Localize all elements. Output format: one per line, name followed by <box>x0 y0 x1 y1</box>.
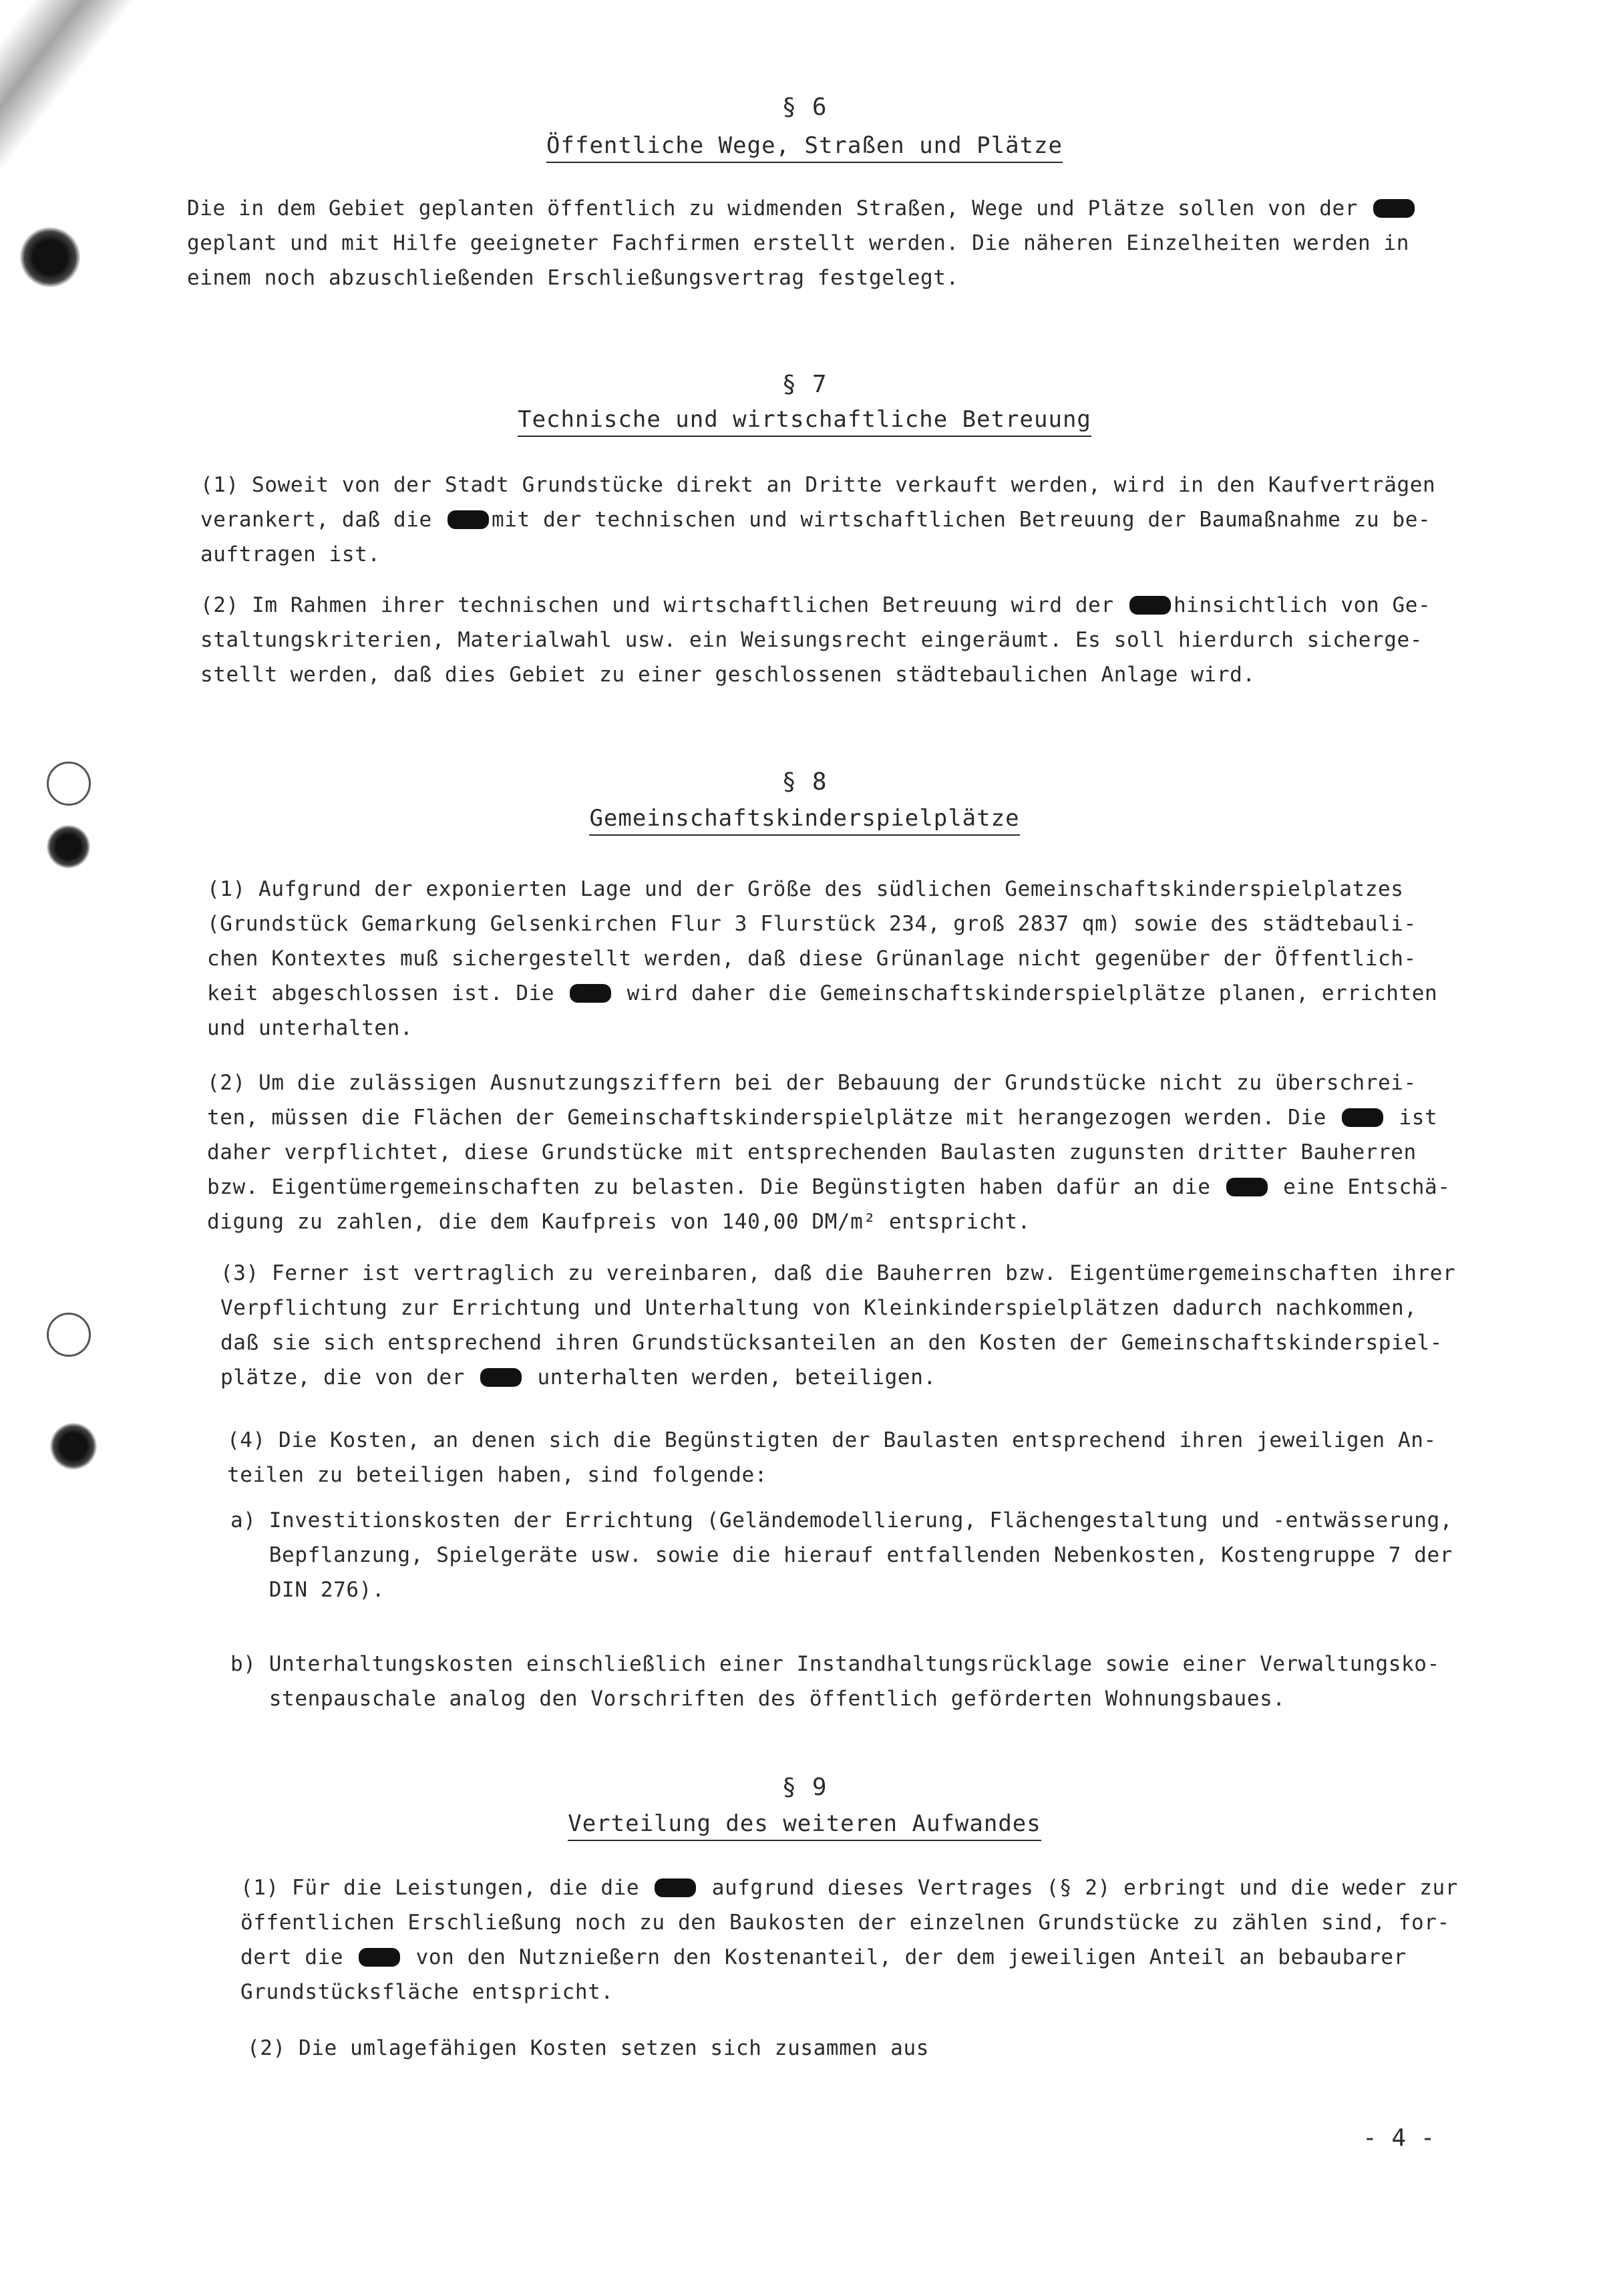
text-line: (2) Im Rahmen ihrer technischen und wirtschaftlichen Betreuung wird der hinsichtlich von Ge- <box>200 593 1431 617</box>
text-line: (2) Die umlagefähigen Kosten setzen sich zusammen aus <box>247 2036 929 2060</box>
paragraph <box>230 1647 1440 1716</box>
text-line: (1) Aufgrund der exponierten Lage und der Größe des südlichen Gemeinschaftskinderspielplatzes <box>207 877 1404 901</box>
text-line: einem noch abzuschließenden Erschließungsvertrag festgelegt. <box>187 266 959 290</box>
section-title <box>0 1810 1609 1837</box>
text-line: dert die von den Nutznießern den Kostenanteil, der dem jeweiligen Anteil an bebaubarer <box>240 1945 1407 1969</box>
text-line: DIN 276). <box>230 1578 385 1602</box>
paragraph <box>207 872 1437 1045</box>
text-line: geplant und mit Hilfe geeigneter Fachfirmen erstellt werden. Die näheren Einzelheiten werden in <box>187 231 1410 255</box>
text-line: bzw. Eigentümergemeinschaften zu belasten. Die Begünstigten haben dafür an die eine Entschä- <box>207 1175 1451 1199</box>
section-number: § 6 <box>781 94 828 121</box>
text-line: Verpflichtung zur Errichtung und Unterhaltung von Kleinkinderspielplätzen dadurch nachkommen, <box>220 1296 1417 1320</box>
text-line: b) Unterhaltungskosten einschließlich einer Instandhaltungsrücklage sowie einer Verwaltungsko- <box>230 1652 1440 1676</box>
page-number: - 4 - <box>1363 2124 1435 2152</box>
punch-hole <box>50 1423 97 1470</box>
text-line: (1) Für die Leistungen, die die aufgrund dieses Vertrages (§ 2) erbringt und die weder zur <box>240 1876 1458 1900</box>
section-title-text: Öffentliche Wege, Straßen und Plätze <box>546 132 1063 163</box>
text-line: daher verpflichtet, diese Grundstücke mit entsprechenden Baulasten zugunsten dritter Bauherren <box>207 1140 1417 1164</box>
text-line: (3) Ferner ist vertraglich zu vereinbaren, daß die Bauherren bzw. Eigentümergemeinschaften ihrer <box>220 1261 1456 1285</box>
paragraph <box>230 1503 1453 1607</box>
text-line: stellt werden, daß dies Gebiet zu einer geschlossenen städtebaulichen Anlage wird. <box>200 663 1256 687</box>
redaction-mark <box>1226 1178 1268 1196</box>
text-line: ten, müssen die Flächen der Gemeinschaftskinderspielplätze mit herangezogen werden. Die ist <box>207 1106 1438 1130</box>
text-line: auftragen ist. <box>200 542 381 566</box>
text-line: Bepflanzung, Spielgeräte usw. sowie die hierauf entfallenden Nebenkosten, Kostengruppe 7 der <box>230 1543 1453 1567</box>
section-title-text: Verteilung des weiteren Aufwandes <box>568 1810 1041 1841</box>
paragraph <box>247 2031 929 2066</box>
section-title-text: Technische und wirtschaftliche Betreuung <box>518 406 1091 437</box>
text-line: verankert, daß die mit der technischen und wirtschaftlichen Betreuung der Baumaßnahme zu be- <box>200 508 1431 532</box>
redaction-mark <box>570 984 611 1003</box>
paragraph <box>227 1423 1437 1492</box>
text-line: (2) Um die zulässigen Ausnutzungsziffern bei der Bebauung der Grundstücke nicht zu überschrei- <box>207 1071 1417 1095</box>
text-line: Die in dem Gebiet geplanten öffentlich zu widmenden Straßen, Wege und Plätze sollen von der <box>187 191 1417 226</box>
section-number: § 9 <box>781 1774 828 1801</box>
text-line: (4) Die Kosten, an denen sich die Begünstigten der Baulasten entsprechend ihren jeweiligen An- <box>227 1428 1437 1452</box>
text-line: (1) Soweit von der Stadt Grundstücke direkt an Dritte verkauft werden, wird in den Kaufverträgen <box>200 473 1436 497</box>
section-title <box>0 132 1609 159</box>
paragraph <box>187 191 1417 295</box>
section-number: § 7 <box>781 371 828 398</box>
paragraph <box>207 1065 1451 1239</box>
paragraph <box>240 1870 1458 2009</box>
text-line: Grundstücksfläche entspricht. <box>240 1980 614 2004</box>
text-line: öffentlichen Erschließung noch zu den Baukosten der einzelnen Grundstücke zu zählen sind, for- <box>240 1911 1450 1935</box>
section-title-text: Gemeinschaftskinderspielplätze <box>589 805 1019 836</box>
text-line: stenpauschale analog den Vorschriften des öffentlich geförderten Wohnungsbaues. <box>230 1687 1286 1711</box>
text-line: digung zu zahlen, die dem Kaufpreis von 140,00 DM/m² entspricht. <box>207 1210 1031 1234</box>
paragraph <box>200 588 1431 692</box>
section-title <box>0 406 1609 433</box>
redaction-mark <box>480 1368 522 1387</box>
text-line: chen Kontextes muß sichergestellt werden, daß diese Grünanlage nicht gegenüber der Öffentlich- <box>207 947 1417 971</box>
redaction-mark <box>359 1948 400 1967</box>
paragraph <box>200 468 1435 572</box>
text-line: teilen zu beteiligen haben, sind folgende: <box>227 1463 768 1487</box>
text-line: a) Investitionskosten der Errichtung (Geländemodellierung, Flächengestaltung und -entwässerung, <box>230 1508 1453 1532</box>
redaction-mark <box>1129 596 1171 615</box>
text-line: plätze, die von der unterhalten werden, beteiligen. <box>220 1365 936 1389</box>
text-line: keit abgeschlossen ist. Die wird daher die Gemeinschaftskinderspielplätze planen, errichten <box>207 981 1438 1005</box>
text-line: (Grundstück Gemarkung Gelsenkirchen Flur 3 Flurstück 234, groß 2837 qm) sowie des städtebauli- <box>207 912 1417 936</box>
text-line: staltungskriterien, Materialwahl usw. ein Weisungsrecht eingeräumt. Es soll hierdurch sicherge- <box>200 628 1423 652</box>
section-title <box>0 805 1609 832</box>
text-line: und unterhalten. <box>207 1016 413 1040</box>
punch-hole <box>20 227 80 287</box>
scan-shadow <box>0 0 144 568</box>
redaction-mark <box>1342 1108 1383 1127</box>
redaction-mark <box>448 510 489 529</box>
redaction-mark <box>655 1878 696 1897</box>
section-number: § 8 <box>781 768 828 796</box>
punch-hole <box>47 1313 91 1357</box>
redaction-mark <box>1373 199 1415 218</box>
text-line: daß sie sich entsprechend ihren Grundstücksanteilen an den Kosten der Gemeinschaftskinderspiel- <box>220 1331 1443 1355</box>
paragraph <box>220 1256 1455 1395</box>
